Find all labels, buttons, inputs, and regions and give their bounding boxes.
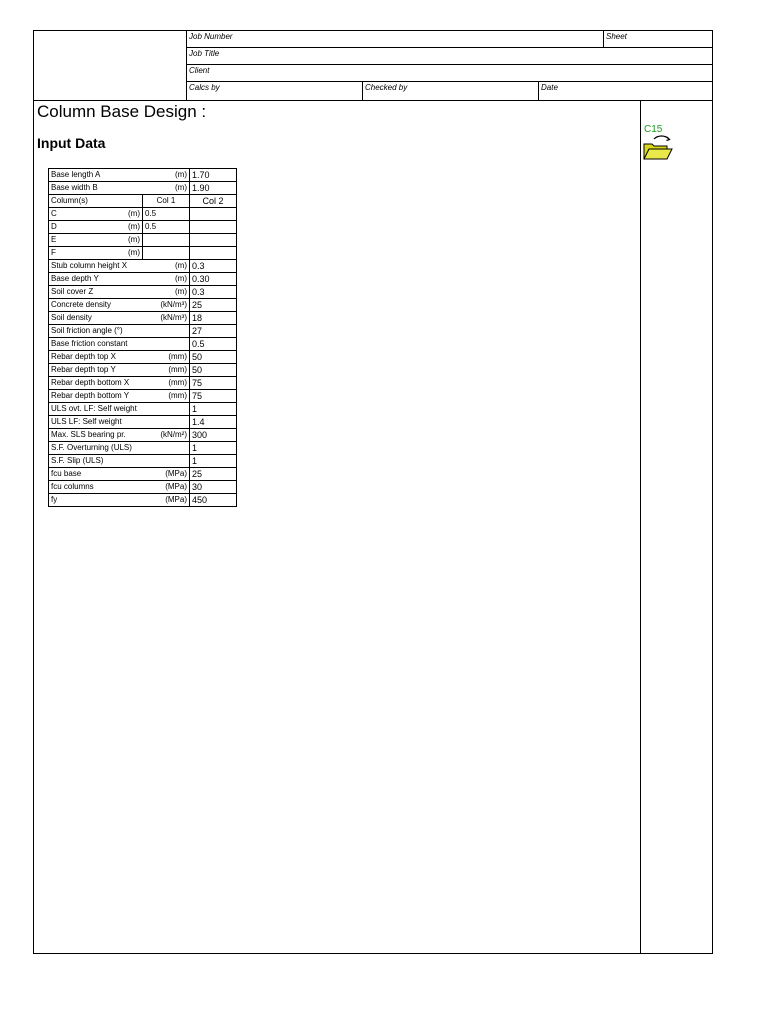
field-label: Column(s) [49,195,143,208]
field-unit [185,442,187,454]
c-col1-input[interactable]: 0.5 [143,208,190,221]
field-label: Concrete density [51,300,112,309]
base-length-input[interactable]: 1.70 [190,169,237,182]
table-row [49,247,237,260]
field-label: fy [51,495,58,504]
table-row [49,429,237,442]
header-row-job-title [187,48,713,65]
field-label: Rebar depth bottom Y [51,391,130,400]
field-unit: (MPa) [165,469,187,478]
field-label: Base width B [51,183,98,192]
table-row [49,442,237,455]
section-title: Input Data [37,135,106,151]
d-col1-input[interactable]: 0.5 [143,221,190,234]
column-header-col2: Col 2 [190,195,237,208]
open-folder-icon[interactable] [643,135,673,161]
input-data-table [48,168,237,507]
table-row [49,169,237,182]
stub-height-input[interactable]: 0.3 [190,260,237,273]
field-unit: (MPa) [165,482,187,491]
c-col2-input[interactable] [190,208,237,221]
field-unit: (mm) [168,352,187,361]
field-unit: (mm) [168,365,187,374]
field-unit [185,455,187,467]
base-depth-input[interactable]: 0.30 [190,273,237,286]
page-title: Column Base Design : [37,102,207,121]
field-label: C [51,209,57,218]
max-sls-bearing-input[interactable]: 300 [190,429,237,442]
table-row [49,338,237,351]
field-unit: (m) [175,183,187,192]
table-row [49,195,237,208]
field-unit: (kN/m³) [160,313,187,322]
field-label: E [51,235,57,244]
table-row [49,182,237,195]
field-label: fcu columns [51,482,94,491]
table-row [49,273,237,286]
table-row [49,351,237,364]
header-logo-box [34,31,187,101]
header-row-client [187,65,713,82]
field-label: Rebar depth top Y [51,365,116,374]
table-row [49,286,237,299]
table-row [49,377,237,390]
field-unit [185,403,187,415]
sf-overturning-input[interactable]: 1 [190,442,237,455]
d-col2-input[interactable] [190,221,237,234]
rebar-top-x-input[interactable]: 50 [190,351,237,364]
date-label: Date [541,83,558,92]
table-row [49,312,237,325]
table-row [49,403,237,416]
field-label: Soil density [51,313,92,322]
e-col1-input[interactable] [143,234,190,247]
header-row-calcs [187,82,713,101]
soil-friction-angle-input[interactable]: 27 [190,325,237,338]
field-unit: (m) [128,209,140,218]
base-friction-input[interactable]: 0.5 [190,338,237,351]
field-unit: (m) [175,287,187,296]
job-number-label: Job Number [189,32,233,41]
uls-lf-input[interactable]: 1.4 [190,416,237,429]
field-label: Stub column height X [51,261,128,270]
field-unit [185,325,187,337]
sheet-label: Sheet [606,32,627,41]
field-unit: (MPa) [165,495,187,504]
fcu-base-input[interactable]: 25 [190,468,237,481]
fy-input[interactable]: 450 [190,494,237,507]
field-label: ULS LF: Self weight [51,417,122,426]
table-row [49,390,237,403]
field-label: Base length A [51,170,101,179]
field-label: S.F. Overturning (ULS) [51,443,132,452]
field-unit: (kN/m³) [160,300,187,309]
field-unit: (m) [128,235,140,244]
table-row [49,494,237,507]
field-unit: (m) [175,261,187,270]
field-unit: (mm) [168,391,187,400]
table-row [49,455,237,468]
field-label: Soil cover Z [51,287,94,296]
field-unit: (m) [175,170,187,179]
table-row [49,221,237,234]
field-label: ULS ovt. LF: Self weight [51,404,137,413]
field-unit: (mm) [168,378,187,387]
table-row [49,481,237,494]
table-row [49,364,237,377]
fcu-columns-input[interactable]: 30 [190,481,237,494]
field-unit [185,416,187,428]
field-label: fcu base [51,469,82,478]
calcs-by-label: Calcs by [189,83,220,92]
f-col2-input[interactable] [190,247,237,260]
job-title-label: Job Title [189,49,220,58]
soil-cover-input[interactable]: 0.3 [190,286,237,299]
rebar-bottom-x-input[interactable]: 75 [190,377,237,390]
table-row [49,299,237,312]
rebar-top-y-input[interactable]: 50 [190,364,237,377]
field-label: Max. SLS bearing pr. [51,430,126,439]
sf-slip-input[interactable]: 1 [190,455,237,468]
field-label: Base depth Y [51,274,99,283]
field-unit: (m) [128,222,140,231]
uls-ovt-lf-input[interactable]: 1 [190,403,237,416]
field-label: Rebar depth top X [51,352,116,361]
field-unit: (m) [128,248,140,257]
checked-by-label: Checked by [365,83,408,92]
field-label: S.F. Slip (ULS) [51,456,104,465]
base-width-input[interactable]: 1.90 [190,182,237,195]
field-label: F [51,248,56,257]
table-row [49,325,237,338]
calc-sheet [33,30,713,954]
rebar-bottom-y-input[interactable]: 75 [190,390,237,403]
table-row [49,468,237,481]
field-unit [185,338,187,350]
e-col2-input[interactable] [190,234,237,247]
table-row [49,234,237,247]
f-col1-input[interactable] [143,247,190,260]
field-unit: (kN/m²) [160,430,187,439]
column-header-col1: Col 1 [143,195,190,208]
table-row [49,208,237,221]
reference-label: C15 [644,124,663,135]
reference-column-divider [640,101,641,954]
field-label: Rebar depth bottom X [51,378,130,387]
client-label: Client [189,66,210,75]
field-label: D [51,222,57,231]
field-label: Soil friction angle (°) [51,326,123,335]
soil-density-input[interactable]: 18 [190,312,237,325]
table-row [49,416,237,429]
header-row-job-number [187,31,713,48]
field-unit: (m) [175,274,187,283]
field-label: Base friction constant [51,339,128,348]
table-row [49,260,237,273]
concrete-density-input[interactable]: 25 [190,299,237,312]
